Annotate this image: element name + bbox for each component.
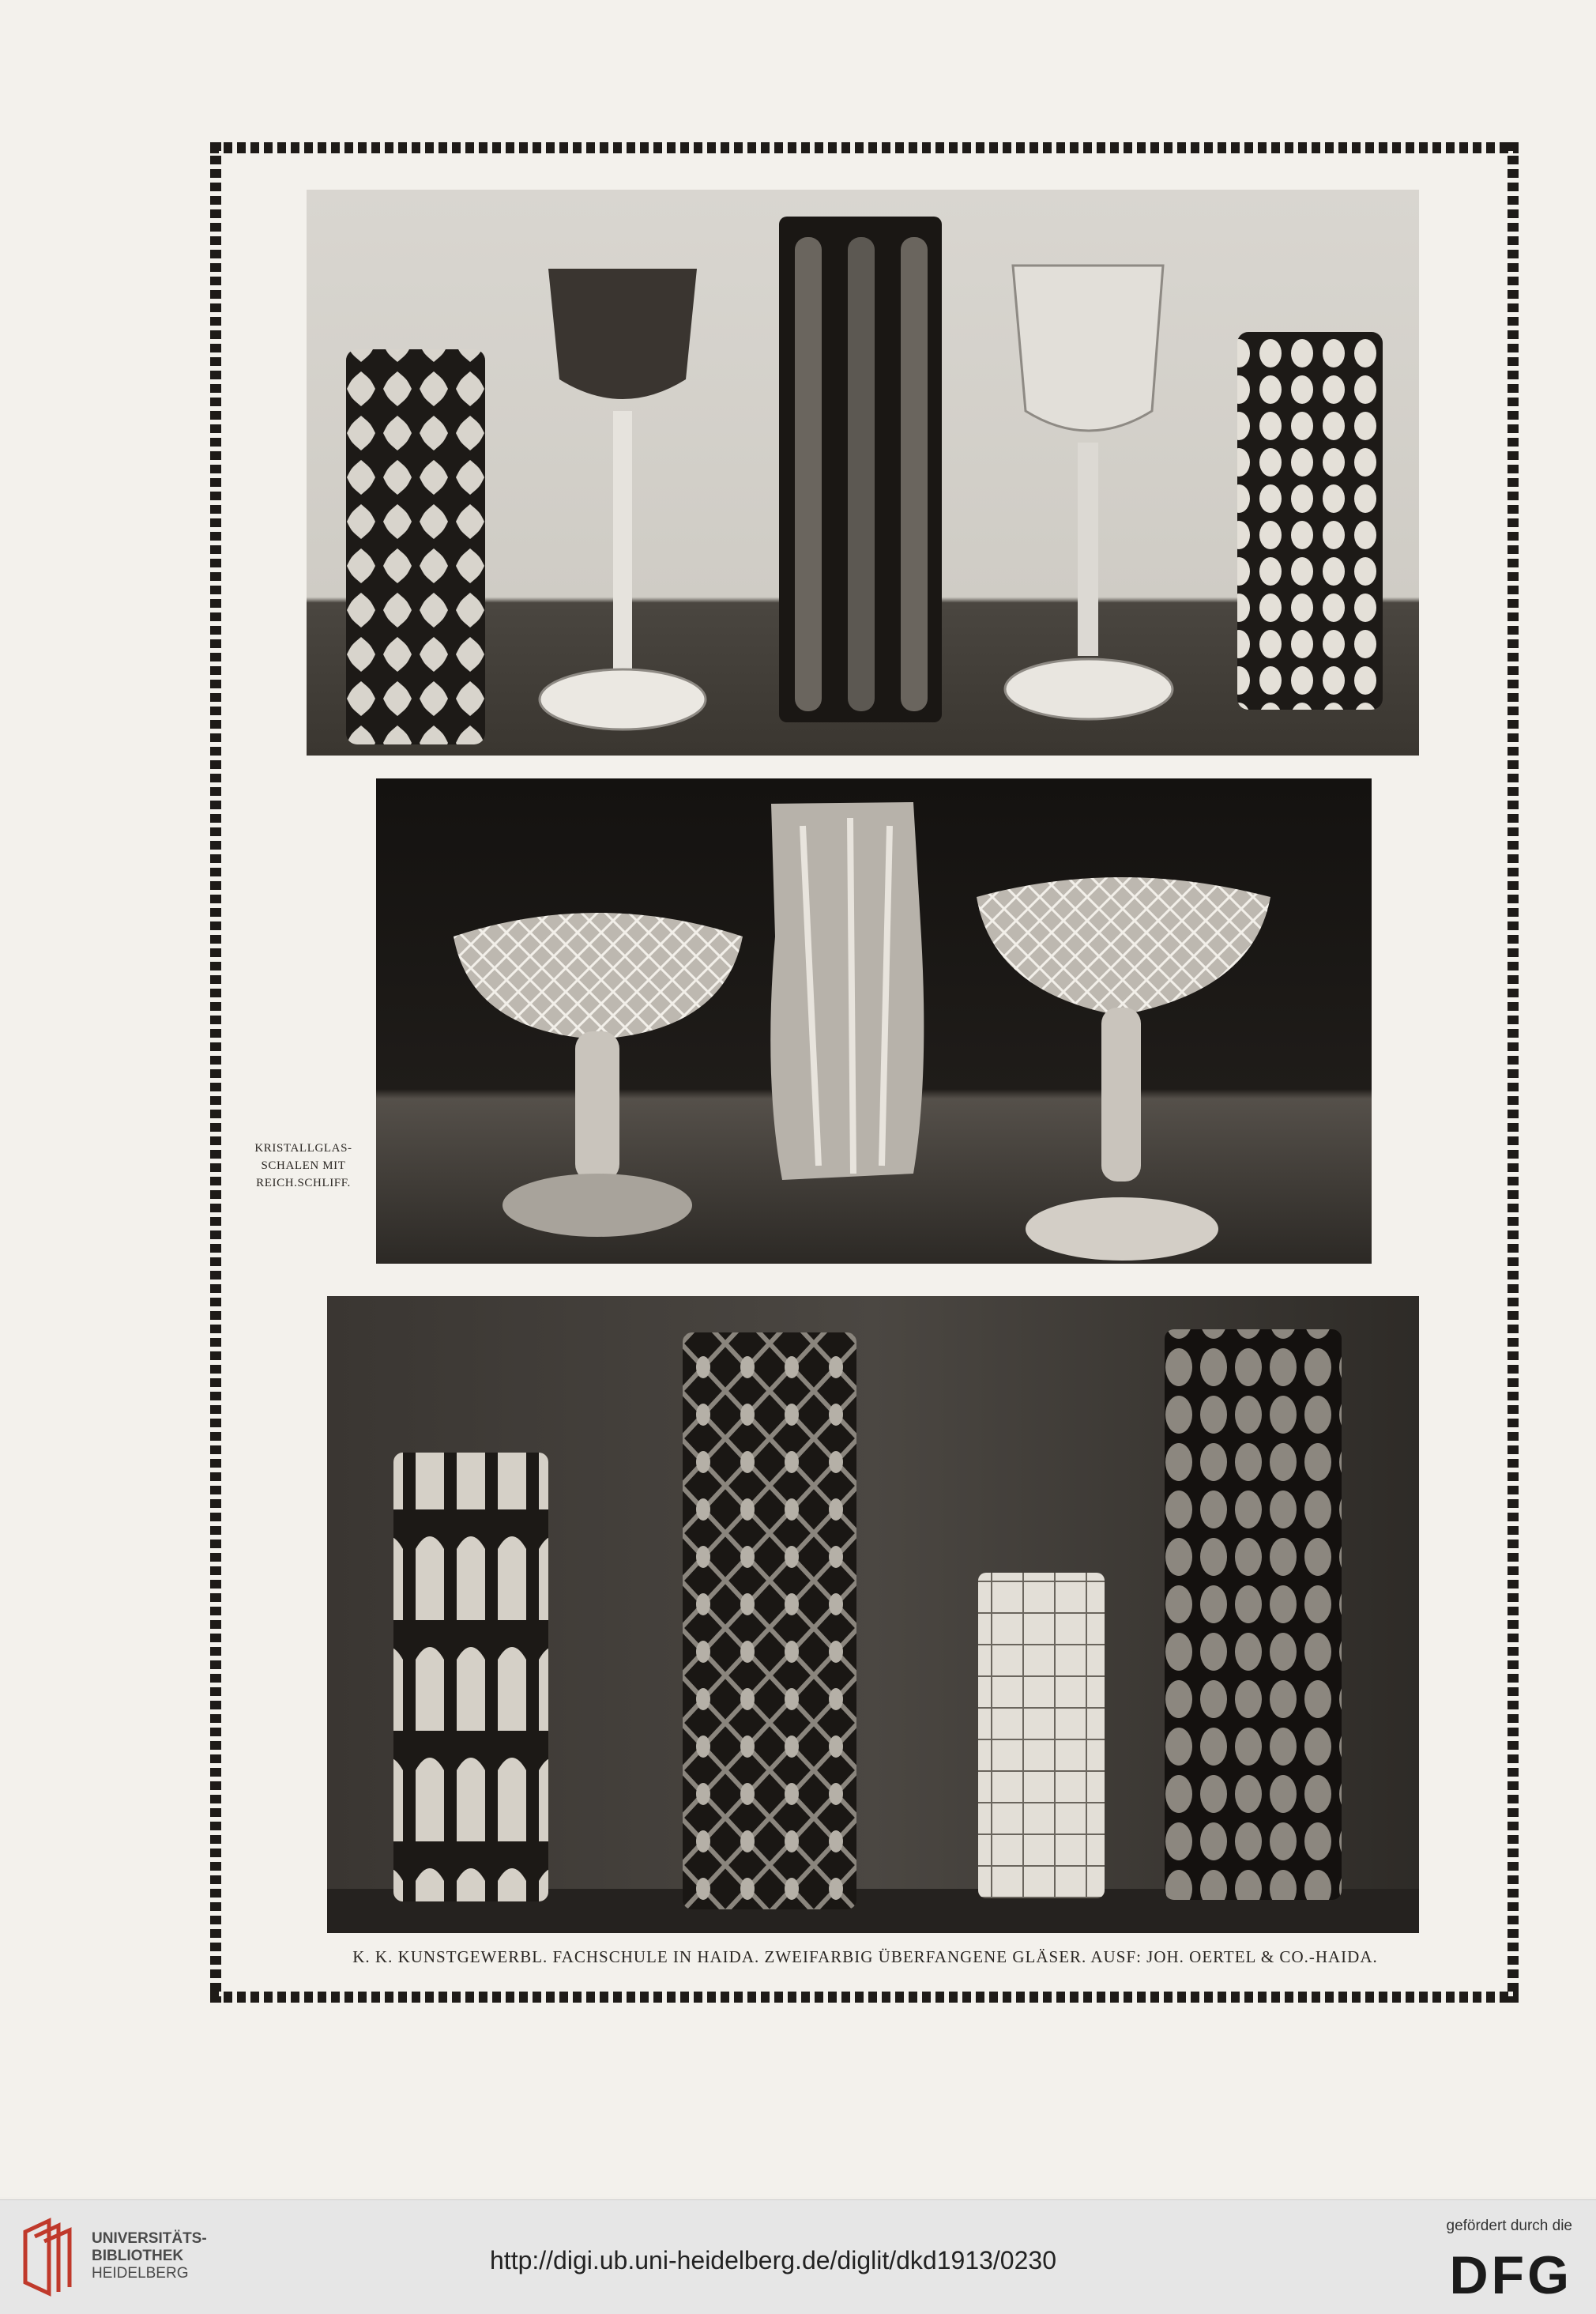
side-caption-line-3: REICH.SCHLIFF. (256, 1177, 351, 1189)
library-name[interactable] (92, 2230, 207, 2282)
decorative-border-top (210, 142, 1519, 153)
university-library-logo-icon[interactable] (17, 2216, 81, 2298)
side-caption-line-1: KRISTALLGLAS- (254, 1142, 352, 1155)
side-caption-line-2: SCHALEN MIT (261, 1159, 346, 1172)
library-name-line-1: UNIVERSITÄTS- (92, 2230, 207, 2247)
dfg-logo[interactable]: DFG (1449, 2245, 1572, 2305)
library-name-line-3: HEIDELBERG (92, 2265, 189, 2282)
decorative-border-right (1508, 142, 1519, 2003)
sponsor-text: gefördert durch die (1446, 2218, 1572, 2234)
library-name-line-2: BIBLIOTHEK (92, 2248, 184, 2264)
photo-bottom-overlay-glasses (327, 1296, 1419, 1933)
photo-top-glasses (307, 190, 1419, 756)
decorative-border-left (210, 142, 221, 2003)
decorative-border-bottom (210, 1992, 1519, 2003)
permalink-url[interactable]: http://digi.ub.uni-heidelberg.de/diglit/dkd1913/0230 (490, 2246, 1056, 2274)
bottom-caption: K. K. KUNSTGEWERBL. FACHSCHULE IN HAIDA. ZWEIFARBIG ÜBERFANGENE GLÄSER. AUSF: JOH. OERTEL & CO.-HAIDA. (352, 1947, 1378, 1966)
footer-bar (0, 2199, 1596, 2314)
photo-middle-crystal-bowls (376, 778, 1372, 1264)
side-caption (234, 1140, 373, 1192)
